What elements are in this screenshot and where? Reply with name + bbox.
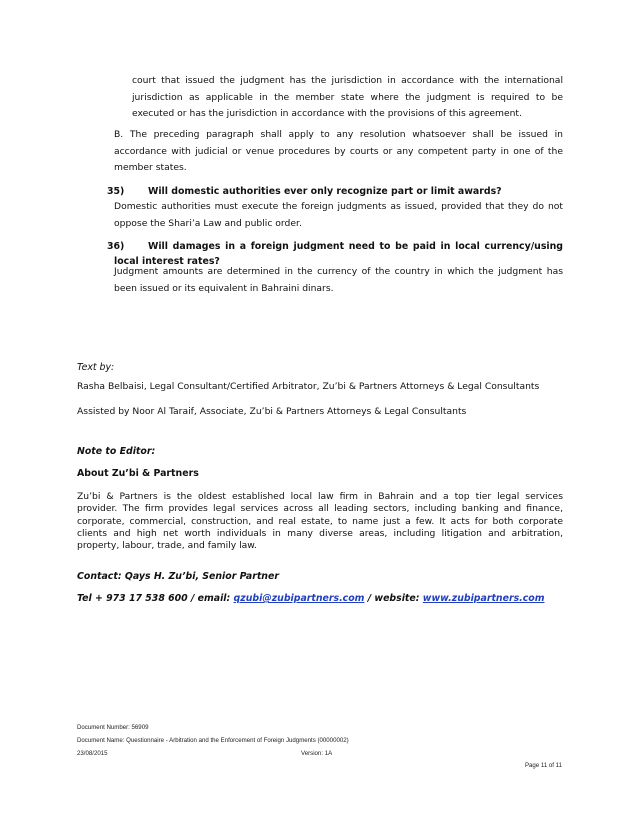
section-a-paragraph <box>132 73 563 123</box>
author-credit: Rasha Belbaisi, Legal Consultant/Certified Arbitrator, Zu’bi & Partners Attorneys & Legal Consultants <box>77 381 540 392</box>
note-to-editor-label: Note to Editor: <box>77 446 156 457</box>
question-36-text-line1: Will damages in a foreign judgment need to be paid in local currency/using <box>148 241 563 252</box>
section-b-line: B. The preceding paragraph shall apply to any resolution whatsoever shall be issued in <box>114 129 563 140</box>
section-a-line: court that issued the judgment has the jurisdiction in accordance with the international <box>132 75 563 86</box>
footer-doc-number: Document Number: 56909 <box>77 724 149 731</box>
answer-36-line: Judgment amounts are determined in the currency of the country in which the judgment has <box>114 266 563 277</box>
about-heading: About Zu’bi & Partners <box>77 468 199 479</box>
about-paragraph <box>77 491 563 552</box>
answer-35-line: Domestic authorities must execute the foreign judgments as issued, provided that they do not <box>114 201 563 212</box>
section-b-line: member states. <box>114 162 187 173</box>
tel-email-website-line <box>77 593 545 604</box>
question-36-number: 36) <box>107 241 125 252</box>
section-a-line: executed or has the jurisdiction in accordance with the provisions of this agreement. <box>132 108 522 119</box>
website-link[interactable]: www.zubipartners.com <box>422 593 545 604</box>
footer-version: Version: 1A <box>301 750 333 757</box>
answer-36-line: been issued or its equivalent in Bahraini dinars. <box>114 282 334 294</box>
contact-line: Contact: Qays H. Zu’bi, Senior Partner <box>77 571 279 582</box>
footer-date: 23/08/2015 <box>77 750 108 757</box>
about-line: provider. The firm provides legal services across all leading sectors, including banking and finance, <box>77 503 563 515</box>
answer-36 <box>114 264 563 297</box>
about-line: corporate, commercial, construction, and real estate, to name just a few. It acts for both corporate <box>77 515 563 527</box>
answer-35-line: oppose the Shari’a Law and public order. <box>114 217 302 229</box>
assistant-credit: Assisted by Noor Al Taraif, Associate, Zu’bi & Partners Attorneys & Legal Consultants <box>77 406 467 417</box>
tel-prefix: Tel + 973 17 538 600 / email: <box>77 593 231 604</box>
section-b-paragraph <box>114 127 563 177</box>
answer-35 <box>114 199 563 232</box>
section-b-line: accordance with judicial or venue procedures by courts or any competent party in one of the <box>114 145 563 157</box>
email-link[interactable]: qzubi@zubipartners.com <box>233 593 365 604</box>
about-line: clients and high net worth individuals in many diverse areas, including litigation and arbitration, <box>77 527 563 539</box>
question-35-text: Will domestic authorities ever only recognize part or limit awards? <box>148 186 502 197</box>
website-prefix: / website: <box>367 593 420 604</box>
footer-page-number: Page 11 of 11 <box>524 762 562 769</box>
question-35-number: 35) <box>107 186 125 197</box>
about-line: Zu’bi & Partners is the oldest established local law firm in Bahrain and a top tier legal services <box>77 491 563 502</box>
about-line: property, labour, trade, and family law. <box>77 540 257 552</box>
text-by-label: Text by: <box>77 362 115 373</box>
section-a-line: jurisdiction as applicable in the member state where the judgment is required to be <box>132 91 563 103</box>
footer-doc-name: Document Name: Questionnaire - Arbitration and the Enforcement of Foreign Judgments (00000002) <box>77 737 349 744</box>
question-36-text-line2: local interest rates? <box>114 256 220 267</box>
